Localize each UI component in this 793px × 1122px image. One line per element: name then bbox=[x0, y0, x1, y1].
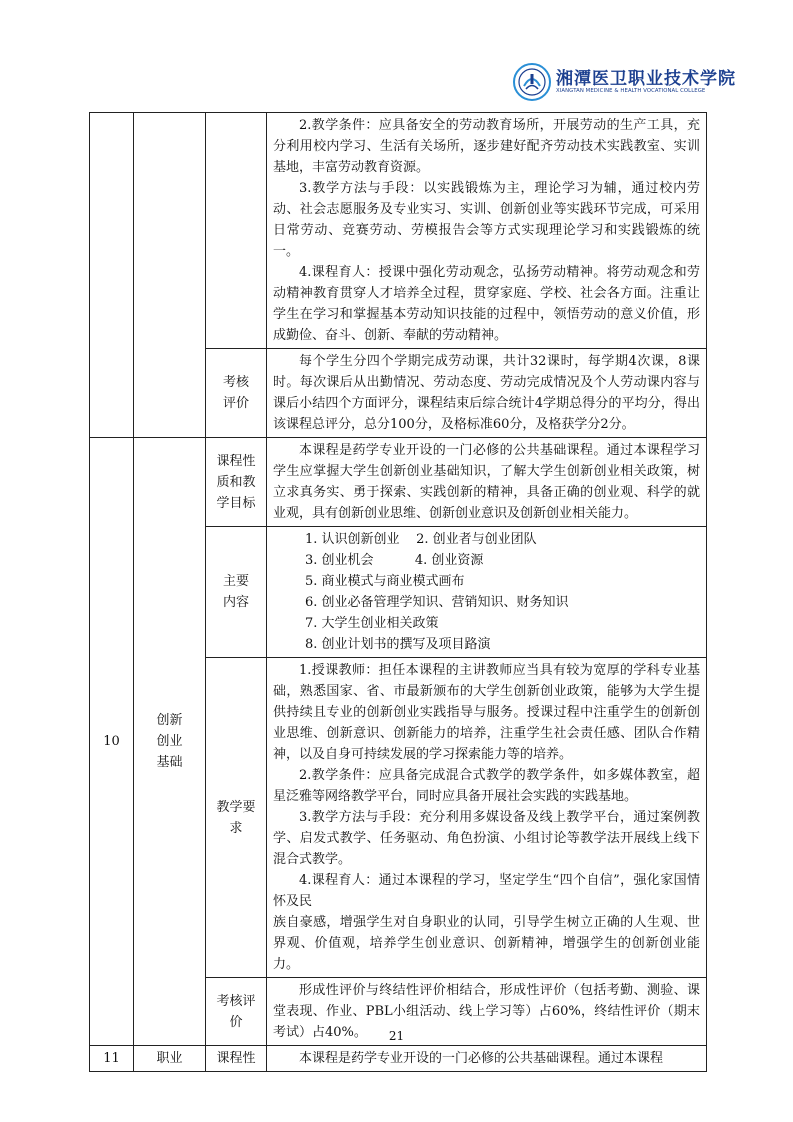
list-item: 1. 认识创新创业 2. 创业者与创业团队 bbox=[305, 532, 537, 547]
paragraph: 2.教学条件：应具备安全的劳动教育场所，开展劳动的生产工具，充分利用校内学习、生活有关场所，逐步建好配齐劳动技术实践教室、实训基地，丰富劳动教育资源。 bbox=[273, 118, 700, 175]
college-name-en: XIANGTAN MEDICINE & HEALTH VOCATIONAL COLLEGE bbox=[556, 88, 706, 94]
page-number: 21 bbox=[388, 1029, 405, 1043]
row10-assess-text: 形成性评价与终结性评价相结合，形成性评价（包括考勤、测验、课堂表现、作业、PBL小组活动、线上学习等）占60%，终结性评价（期末考试）占40%。 bbox=[267, 978, 707, 1046]
row11-course-name: 职业 bbox=[134, 1046, 206, 1072]
list-item: 5. 商业模式与商业模式画布 bbox=[305, 574, 465, 589]
paragraph: 3.教学方法与手段：充分利用多媒设备及线上教学平台，通过案例教学、启发式教学、任务驱动、角色扮演、小组讨论等教学法开展线上线下混合式教学。 bbox=[273, 810, 700, 867]
list-item: 8. 创业计划书的撰写及项目路演 bbox=[305, 637, 491, 652]
table-row bbox=[90, 1046, 707, 1072]
college-name-cn: 湘潭医卫职业技术学院 bbox=[556, 69, 736, 89]
row11-number: 11 bbox=[90, 1046, 134, 1072]
college-logo-icon bbox=[512, 62, 552, 102]
row9-name-cell bbox=[134, 113, 206, 438]
paragraph: 族自豪感，增强学生对自身职业的认同，引导学生树立正确的人生观、世界观、价值观，培养学生创业意识、创新精神，增强学生的创新创业能力。 bbox=[273, 915, 700, 972]
row10-nature-text: 本课程是药学专业开设的一门必修的公共基础课程。通过本课程学习学生应掌握大学生创新创业基础知识，了解大学生创新创业相关政策，树立求真务实、勇于探索、实践创新的精神，具备正确的创业观、科学的就业观，具有创新创业思维、创新创业意识及创新创业相关能力。 bbox=[267, 438, 707, 527]
curriculum-table bbox=[89, 112, 707, 1072]
paragraph: 4.课程育人：授课中强化劳动观念，弘扬劳动精神。将劳动观念和劳动精神教育贯穿人才培养全过程，贯穿家庭、学校、社会各方面。注重让学生在学习和掌握基本劳动知识技能的过程中，领悟劳动的意义价值，形成勤俭、奋斗、创新、奉献的劳动精神。 bbox=[273, 265, 700, 343]
row9-req-label-cell bbox=[206, 113, 267, 349]
table-row bbox=[90, 438, 707, 527]
row10-assess-label: 考核评价 bbox=[206, 978, 267, 1046]
row11-label: 课程性 bbox=[206, 1046, 267, 1072]
paragraph: 4.课程育人：通过本课程的学习，坚定学生“四个自信”，强化家国情怀及民 bbox=[273, 873, 700, 909]
list-item: 7. 大学生创业相关政策 bbox=[305, 616, 439, 631]
row10-content-label: 主要内容 bbox=[206, 527, 267, 658]
paragraph: 1.授课教师：担任本课程的主讲教师应当具有较为宽厚的学科专业基础，熟悉国家、省、市最新颁布的大学生创新创业政策，能够为大学生提供持续且专业的创新创业实践指导与服务。授课过程中注重学生的创新创业思维、创新意识、创新能力的培养，注重学生社会责任感、团队合作精神，以及自身可持续发展的学习探索能力等的培养。 bbox=[273, 663, 700, 762]
list-item: 3. 创业机会 4. 创业资源 bbox=[305, 553, 484, 568]
row9-assess-text: 每个学生分四个学期完成劳动课，共计32课时，每学期4次课，8课时。每次课后从出勤情况、劳动态度、劳动完成情况及个人劳动课内容与课后小结四个方面评分，课程结束后综合统计4学期总得分的平均分，得出该课程总评分，总分100分，及格标准60分，及格获学分2分。 bbox=[267, 349, 707, 438]
row10-nature-label: 课程性质和教学目标 bbox=[206, 438, 267, 527]
row9-number-cell bbox=[90, 113, 134, 438]
row11-text: 本课程是药学专业开设的一门必修的公共基础课程。通过本课程 bbox=[267, 1046, 707, 1072]
table-row bbox=[90, 113, 707, 349]
row9-assess-label: 考核评价 bbox=[206, 349, 267, 438]
row10-req-text bbox=[267, 658, 707, 978]
college-header bbox=[512, 62, 736, 106]
row9-teaching-req bbox=[267, 113, 707, 349]
list-item: 6. 创业必备管理学知识、营销知识、财务知识 bbox=[305, 595, 569, 610]
row10-req-label: 教学要求 bbox=[206, 658, 267, 978]
row10-course-name: 创新创业基础 bbox=[134, 438, 206, 1046]
paragraph: 2.教学条件：应具备完成混合式教学的教学条件，如多媒体教室，超星泛雅等网络教学平台，同时应具备开展社会实践的实践基地。 bbox=[273, 768, 700, 804]
row10-content-list bbox=[267, 527, 707, 658]
paragraph: 3.教学方法与手段：以实践锻炼为主，理论学习为辅，通过校内劳动、社会志愿服务及专业实习、实训、创新创业等实践环节完成，可采用日常劳动、竞赛劳动、劳模报告会等方式实现理论学习和实践锻炼的统一。 bbox=[273, 181, 700, 259]
row10-number: 10 bbox=[90, 438, 134, 1046]
